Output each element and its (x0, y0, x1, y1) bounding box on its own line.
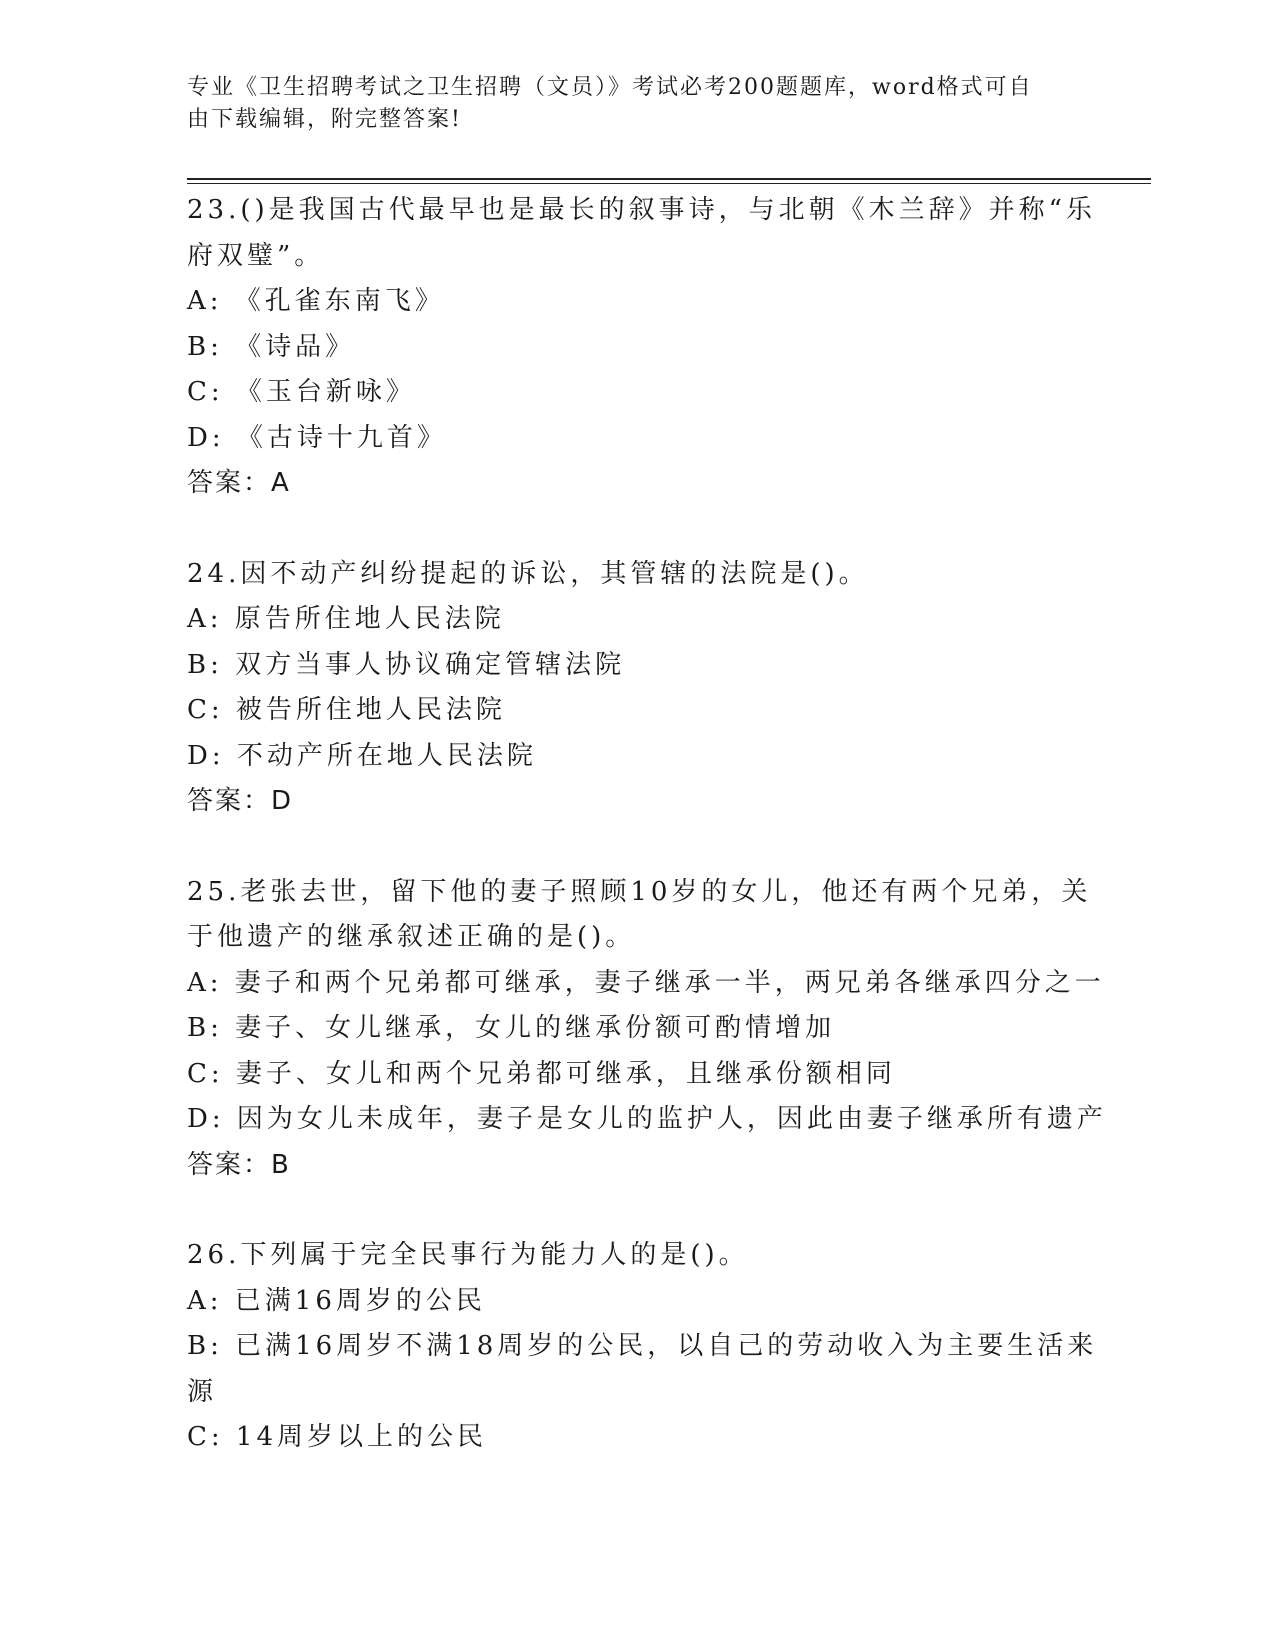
option-a: A: 《孔雀东南飞》 (187, 286, 445, 316)
question-stem-line: 25.老张去世，留下他的妻子照顾10岁的女儿，他还有两个兄弟，关 (187, 876, 1092, 907)
option-c: C: 《玉台新咏》 (187, 377, 416, 407)
option-c: C: 被告所住地人民法院 (187, 695, 506, 725)
question-gap (187, 1188, 1087, 1233)
question-24 (187, 552, 1087, 825)
option-a: A: 原告所住地人民法院 (187, 604, 505, 634)
question-23 (187, 188, 1096, 507)
option-d: D: 《古诗十九首》 (187, 422, 447, 453)
question-26 (187, 1233, 1098, 1461)
option-b-continued: 源 (187, 1376, 218, 1407)
question-stem-line: 府双璧”。 (187, 240, 325, 271)
option-b: B: 《诗品》 (187, 331, 356, 362)
header-line-2: 由下载编辑，附完整答案! (187, 107, 462, 132)
option-c: C: 妻子、女儿和两个兄弟都可继承，且继承份额相同 (187, 1058, 896, 1089)
option-b: B: 已满16周岁不满18周岁的公民，以自己的劳动收入为主要生活来 (187, 1331, 1098, 1361)
question-gap (187, 507, 1087, 552)
header-divider-thick (187, 178, 1151, 180)
answer-line: 答案：A (187, 468, 291, 498)
option-a: A: 妻子和两个兄弟都可继承，妻子继承一半，两兄弟各继承四分之一 (187, 967, 1105, 998)
question-stem-line: 23.()是我国古代最早也是最长的叙事诗，与北朝《木兰辞》并称“乐 (187, 195, 1096, 225)
question-stem-line: 24.因不动产纠纷提起的诉讼，其管辖的法院是()。 (187, 558, 869, 589)
header-divider-thin (187, 183, 1151, 184)
option-d: D: 不动产所在地人民法院 (187, 740, 537, 771)
document-header (187, 72, 1067, 136)
option-a: A: 已满16周岁的公民 (187, 1285, 486, 1316)
header-line-1: 专业《卫生招聘考试之卫生招聘（文员）》考试必考200题题库，word格式可自 (187, 75, 1033, 100)
question-stem-line: 26.下列属于完全民事行为能力人的是()。 (187, 1240, 749, 1270)
question-25 (187, 870, 1107, 1189)
option-b: B: 妻子、女儿继承，女儿的继承份额可酌情增加 (187, 1013, 836, 1043)
question-stem-line: 于他遗产的继承叙述正确的是()。 (187, 922, 636, 952)
answer-line: 答案：D (187, 786, 294, 816)
question-list (187, 188, 1107, 1461)
question-gap (187, 825, 1087, 870)
option-c: C: 14周岁以上的公民 (187, 1422, 488, 1452)
answer-line: 答案：B (187, 1149, 291, 1180)
option-b: B: 双方当事人协议确定管辖法院 (187, 649, 626, 680)
option-d: D: 因为女儿未成年，妻子是女儿的监护人，因此由妻子继承所有遗产 (187, 1104, 1107, 1134)
